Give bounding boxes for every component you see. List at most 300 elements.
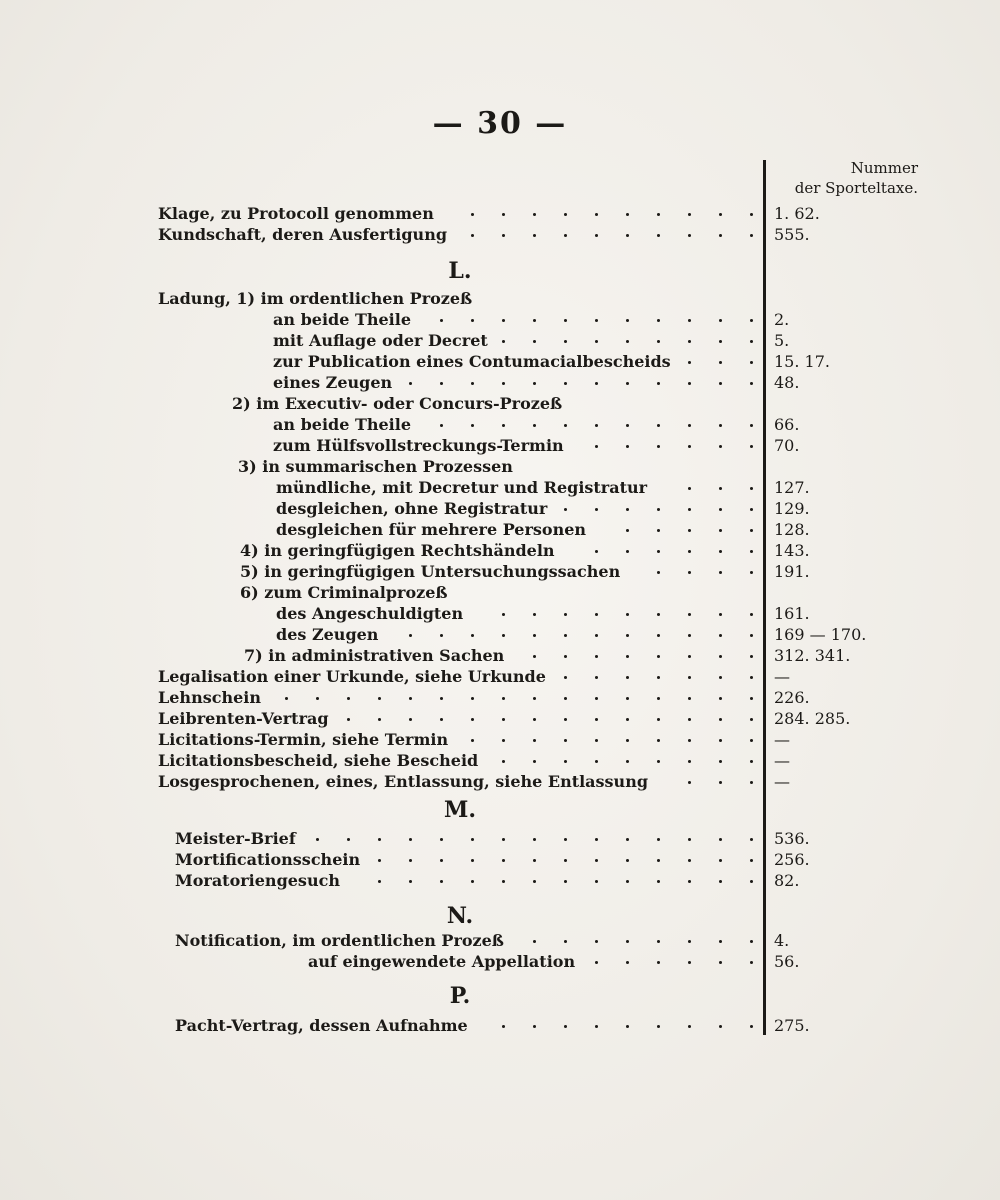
leader-dot: [471, 382, 474, 385]
index-row: [0, 729, 1000, 751]
leader-dot: [688, 382, 691, 385]
entry-label: 2) im Executiv- oder Concurs-Prozeß: [232, 394, 563, 413]
index-row: [0, 456, 1000, 478]
leader-dot: [750, 697, 753, 700]
leader-dot: [595, 613, 598, 616]
leader-dot: [688, 760, 691, 763]
leader-dot: [316, 838, 319, 841]
leader-dot: [626, 319, 629, 322]
leader-dot: [688, 424, 691, 427]
leader-dot: [533, 382, 536, 385]
leader-dot: [688, 508, 691, 511]
leader-dot: [595, 213, 598, 216]
entry-number: 312. 341.: [774, 646, 851, 665]
leader-dot: [626, 213, 629, 216]
leader-dot: [440, 880, 443, 883]
leader-dot: [564, 508, 567, 511]
leader-dot: [750, 234, 753, 237]
leader-dot: [595, 697, 598, 700]
leader-dot: [533, 880, 536, 883]
leader-dot: [657, 859, 660, 862]
entry-label: Ladung, 1) im ordentlichen Prozeß: [158, 289, 473, 308]
leader-dot: [719, 739, 722, 742]
leader-dot: [688, 529, 691, 532]
entry-number: 56.: [774, 952, 800, 971]
leader-dot: [626, 676, 629, 679]
entry-number: 4.: [774, 931, 790, 950]
leader-dot: [564, 382, 567, 385]
leader-dot: [595, 382, 598, 385]
leader-dot: [533, 655, 536, 658]
leader-dot: [471, 697, 474, 700]
leader-dot: [564, 718, 567, 721]
leader-dot: [533, 634, 536, 637]
entry-number: 169 — 170.: [774, 625, 867, 644]
index-row: [0, 687, 1000, 709]
leader-dot: [626, 838, 629, 841]
entry-label: des Zeugen: [276, 625, 379, 644]
leader-dot: [595, 655, 598, 658]
leader-dot: [657, 529, 660, 532]
entry-number: 5.: [774, 331, 790, 350]
leader-dot: [502, 880, 505, 883]
column-header-line-1: Nummer: [850, 159, 918, 177]
leader-dot: [688, 781, 691, 784]
leader-dot: [316, 697, 319, 700]
leader-dot: [440, 382, 443, 385]
leader-dot: [285, 697, 288, 700]
leader-dot: [719, 424, 722, 427]
leader-dot: [719, 445, 722, 448]
index-row: [0, 750, 1000, 772]
leader-dot: [626, 634, 629, 637]
leader-dot: [657, 213, 660, 216]
leader-dot: [750, 508, 753, 511]
leader-dot: [533, 760, 536, 763]
leader-dot: [688, 880, 691, 883]
entry-label: Klage, zu Protocoll genommen: [158, 204, 434, 223]
leader-dot: [409, 634, 412, 637]
leader-dot: [440, 697, 443, 700]
leader-dot: [595, 838, 598, 841]
entry-number: 128.: [774, 520, 810, 539]
leader-dot: [595, 550, 598, 553]
leader-dot: [626, 697, 629, 700]
leader-dot: [750, 838, 753, 841]
leader-dot: [533, 718, 536, 721]
leader-dot: [502, 613, 505, 616]
leader-dot: [626, 961, 629, 964]
leader-dot: [595, 340, 598, 343]
leader-dot: [564, 234, 567, 237]
leader-dot: [719, 487, 722, 490]
entry-number: 129.: [774, 499, 810, 518]
leader-dot: [657, 508, 660, 511]
leader-dot: [688, 676, 691, 679]
leader-dot: [688, 961, 691, 964]
entry-label: Losgesprochenen, eines, Entlassung, siehe Entlassung: [158, 772, 649, 791]
entry-label: zur Publication eines Contumacialbescheids: [273, 352, 671, 371]
leader-dot: [750, 961, 753, 964]
leader-dot: [409, 718, 412, 721]
entry-label: 6) zum Criminalprozeß: [240, 583, 448, 602]
index-row: [0, 414, 1000, 436]
index-row: [0, 224, 1000, 246]
leader-dot: [533, 213, 536, 216]
leader-dot: [688, 718, 691, 721]
leader-dot: [626, 940, 629, 943]
entry-number: —: [774, 730, 790, 749]
leader-dot: [502, 739, 505, 742]
entry-number: 555.: [774, 225, 810, 244]
leader-dot: [595, 234, 598, 237]
index-row: [0, 930, 1000, 952]
index-row: [0, 708, 1000, 730]
entry-label: 4) in geringfügigen Rechtshändeln: [240, 541, 555, 560]
entry-number: 143.: [774, 541, 810, 560]
leader-dot: [440, 319, 443, 322]
leader-dot: [378, 880, 381, 883]
leader-dot: [626, 550, 629, 553]
entry-label: zum Hülfsvollstreckungs-Termin: [273, 436, 564, 455]
leader-dot: [750, 613, 753, 616]
leader-dot: [626, 529, 629, 532]
leader-dot: [564, 340, 567, 343]
index-row: [0, 666, 1000, 688]
leader-dot: [688, 613, 691, 616]
entry-label: desgleichen für mehrere Personen: [276, 520, 587, 539]
leader-dot: [533, 940, 536, 943]
leader-dot: [657, 340, 660, 343]
leader-dot: [688, 213, 691, 216]
leader-dot: [564, 655, 567, 658]
leader-dot: [595, 859, 598, 862]
entry-number: 70.: [774, 436, 800, 455]
leader-dot: [533, 697, 536, 700]
entry-label: eines Zeugen: [273, 373, 393, 392]
leader-dot: [533, 1025, 536, 1028]
leader-dot: [750, 382, 753, 385]
leader-dot: [719, 529, 722, 532]
leader-dot: [471, 634, 474, 637]
leader-dot: [626, 655, 629, 658]
leader-dot: [502, 634, 505, 637]
entry-label: 5) in geringfügigen Untersuchungssachen: [240, 562, 621, 581]
leader-dot: [595, 739, 598, 742]
leader-dot: [719, 508, 722, 511]
leader-dot: [719, 1025, 722, 1028]
leader-dot: [688, 340, 691, 343]
leader-dot: [440, 859, 443, 862]
index-row: [0, 582, 1000, 604]
entry-number: 48.: [774, 373, 800, 392]
leader-dot: [502, 697, 505, 700]
leader-dot: [564, 424, 567, 427]
leader-dot: [440, 718, 443, 721]
leader-dot: [533, 340, 536, 343]
leader-dot: [719, 838, 722, 841]
leader-dot: [502, 838, 505, 841]
leader-dot: [471, 234, 474, 237]
leader-dot: [750, 760, 753, 763]
leader-dot: [750, 550, 753, 553]
leader-dot: [657, 940, 660, 943]
leader-dot: [750, 634, 753, 637]
index-row: [0, 870, 1000, 892]
leader-dot: [719, 781, 722, 784]
leader-dot: [688, 697, 691, 700]
leader-dot: [657, 760, 660, 763]
leader-dot: [471, 424, 474, 427]
leader-dot: [719, 213, 722, 216]
leader-dot: [657, 838, 660, 841]
leader-dot: [595, 634, 598, 637]
entry-number: 1. 62.: [774, 204, 820, 223]
entry-label: 7) in administrativen Sachen: [244, 646, 505, 665]
leader-dot: [595, 508, 598, 511]
leader-dot: [719, 961, 722, 964]
leader-dot: [657, 655, 660, 658]
leader-dot: [564, 213, 567, 216]
leader-dot: [502, 213, 505, 216]
index-row: [0, 435, 1000, 457]
leader-dot: [719, 319, 722, 322]
leader-dot: [750, 361, 753, 364]
entry-label: 3) in summarischen Prozessen: [238, 457, 513, 476]
leader-dot: [688, 550, 691, 553]
leader-dot: [750, 781, 753, 784]
index-row: [0, 372, 1000, 394]
entry-number: 191.: [774, 562, 810, 581]
leader-dot: [657, 697, 660, 700]
leader-dot: [564, 859, 567, 862]
leader-dot: [595, 424, 598, 427]
leader-dot: [688, 319, 691, 322]
leader-dot: [750, 739, 753, 742]
leader-dot: [750, 571, 753, 574]
leader-dot: [595, 319, 598, 322]
entry-number: 82.: [774, 871, 800, 890]
leader-dot: [409, 382, 412, 385]
entry-label: auf eingewendete Appellation: [308, 952, 576, 971]
leader-dot: [750, 859, 753, 862]
leader-dot: [750, 655, 753, 658]
leader-dot: [657, 445, 660, 448]
entry-label: Licitationsbescheid, siehe Bescheid: [158, 751, 479, 770]
leader-dot: [688, 940, 691, 943]
leader-dot: [595, 676, 598, 679]
leader-dot: [502, 340, 505, 343]
leader-dot: [533, 424, 536, 427]
index-row: [0, 288, 1000, 310]
entry-number: 15. 17.: [774, 352, 830, 371]
leader-dot: [750, 940, 753, 943]
leader-dot: [719, 760, 722, 763]
leader-dot: [564, 319, 567, 322]
index-row: [0, 498, 1000, 520]
leader-dot: [533, 739, 536, 742]
leader-dot: [657, 1025, 660, 1028]
leader-dot: [595, 961, 598, 964]
section-letter-n: N.: [446, 903, 474, 929]
leader-dot: [657, 319, 660, 322]
index-row: [0, 330, 1000, 352]
leader-dot: [688, 1025, 691, 1028]
leader-dot: [626, 718, 629, 721]
leader-dot: [533, 838, 536, 841]
leader-dot: [657, 676, 660, 679]
index-row: [0, 519, 1000, 541]
section-letter-m: M.: [443, 797, 476, 823]
leader-dot: [533, 319, 536, 322]
leader-dot: [564, 880, 567, 883]
leader-dot: [750, 1025, 753, 1028]
leader-dot: [719, 613, 722, 616]
leader-dot: [750, 340, 753, 343]
column-header-line-2: der Sporteltaxe.: [794, 179, 918, 197]
index-row: [0, 540, 1000, 562]
entry-label: mündliche, mit Decretur und Registratur: [276, 478, 648, 497]
leader-dot: [471, 859, 474, 862]
index-row: [0, 393, 1000, 415]
entry-number: 256.: [774, 850, 810, 869]
leader-dot: [471, 880, 474, 883]
leader-dot: [719, 571, 722, 574]
leader-dot: [719, 718, 722, 721]
leader-dot: [719, 940, 722, 943]
entry-label: Mortificationsschein: [175, 850, 361, 869]
leader-dot: [750, 676, 753, 679]
leader-dot: [688, 571, 691, 574]
index-row: [0, 645, 1000, 667]
leader-dot: [626, 508, 629, 511]
leader-dot: [657, 234, 660, 237]
leader-dot: [626, 613, 629, 616]
leader-dot: [502, 234, 505, 237]
entry-label: Notification, im ordentlichen Prozeß: [175, 931, 504, 950]
leader-dot: [657, 550, 660, 553]
leader-dot: [564, 697, 567, 700]
entry-number: 284. 285.: [774, 709, 851, 728]
leader-dot: [688, 487, 691, 490]
index-row: [0, 849, 1000, 871]
entry-number: 66.: [774, 415, 800, 434]
leader-dot: [502, 319, 505, 322]
entry-number: —: [774, 667, 790, 686]
leader-dot: [657, 961, 660, 964]
leader-dot: [378, 697, 381, 700]
leader-dot: [564, 1025, 567, 1028]
leader-dot: [595, 760, 598, 763]
leader-dot: [440, 424, 443, 427]
index-row: [0, 351, 1000, 373]
leader-dot: [750, 445, 753, 448]
index-row: [0, 203, 1000, 225]
entry-number: 226.: [774, 688, 810, 707]
leader-dot: [409, 859, 412, 862]
leader-dot: [657, 571, 660, 574]
leader-dot: [595, 940, 598, 943]
leader-dot: [564, 739, 567, 742]
leader-dot: [719, 655, 722, 658]
entry-label: mit Auflage oder Decret: [273, 331, 488, 350]
leader-dot: [688, 859, 691, 862]
leader-dot: [626, 340, 629, 343]
leader-dot: [409, 838, 412, 841]
leader-dot: [409, 697, 412, 700]
entry-number: 2.: [774, 310, 790, 329]
entry-number: —: [774, 772, 790, 791]
index-row: [0, 603, 1000, 625]
entry-number: 127.: [774, 478, 810, 497]
leader-dot: [595, 718, 598, 721]
entry-label: Lehnschein: [158, 688, 261, 707]
leader-dot: [719, 382, 722, 385]
leader-dot: [595, 1025, 598, 1028]
leader-dot: [657, 880, 660, 883]
leader-dot: [564, 760, 567, 763]
entry-number: —: [774, 751, 790, 770]
leader-dot: [564, 634, 567, 637]
entry-number: 275.: [774, 1016, 810, 1035]
index-row: [0, 624, 1000, 646]
leader-dot: [688, 838, 691, 841]
leader-dot: [533, 859, 536, 862]
leader-dot: [378, 718, 381, 721]
leader-dot: [502, 859, 505, 862]
index-row: [0, 771, 1000, 793]
leader-dot: [626, 234, 629, 237]
leader-dot: [750, 880, 753, 883]
leader-dot: [471, 838, 474, 841]
leader-dot: [657, 424, 660, 427]
leader-dot: [750, 718, 753, 721]
entry-number: 161.: [774, 604, 810, 623]
leader-dot: [347, 718, 350, 721]
leader-dot: [595, 880, 598, 883]
leader-dot: [750, 529, 753, 532]
leader-dot: [378, 838, 381, 841]
entry-label: Meister-Brief: [175, 829, 296, 848]
leader-dot: [626, 1025, 629, 1028]
section-letter-l: L.: [448, 258, 472, 284]
leader-dot: [719, 676, 722, 679]
leader-dot: [564, 676, 567, 679]
leader-dot: [750, 487, 753, 490]
leader-dot: [626, 760, 629, 763]
leader-dot: [750, 213, 753, 216]
leader-dot: [719, 880, 722, 883]
leader-dot: [688, 361, 691, 364]
leader-dot: [564, 838, 567, 841]
leader-dot: [471, 718, 474, 721]
leader-dot: [347, 697, 350, 700]
leader-dot: [719, 234, 722, 237]
leader-dot: [657, 739, 660, 742]
leader-dot: [626, 739, 629, 742]
entry-label: des Angeschuldigten: [276, 604, 464, 623]
entry-number: 536.: [774, 829, 810, 848]
entry-label: Pacht-Vertrag, dessen Aufnahme: [175, 1016, 468, 1035]
leader-dot: [533, 234, 536, 237]
leader-dot: [719, 634, 722, 637]
leader-dot: [626, 880, 629, 883]
leader-dot: [595, 445, 598, 448]
leader-dot: [626, 382, 629, 385]
leader-dot: [440, 634, 443, 637]
leader-dot: [657, 613, 660, 616]
entry-label: Moratoriengesuch: [175, 871, 340, 890]
